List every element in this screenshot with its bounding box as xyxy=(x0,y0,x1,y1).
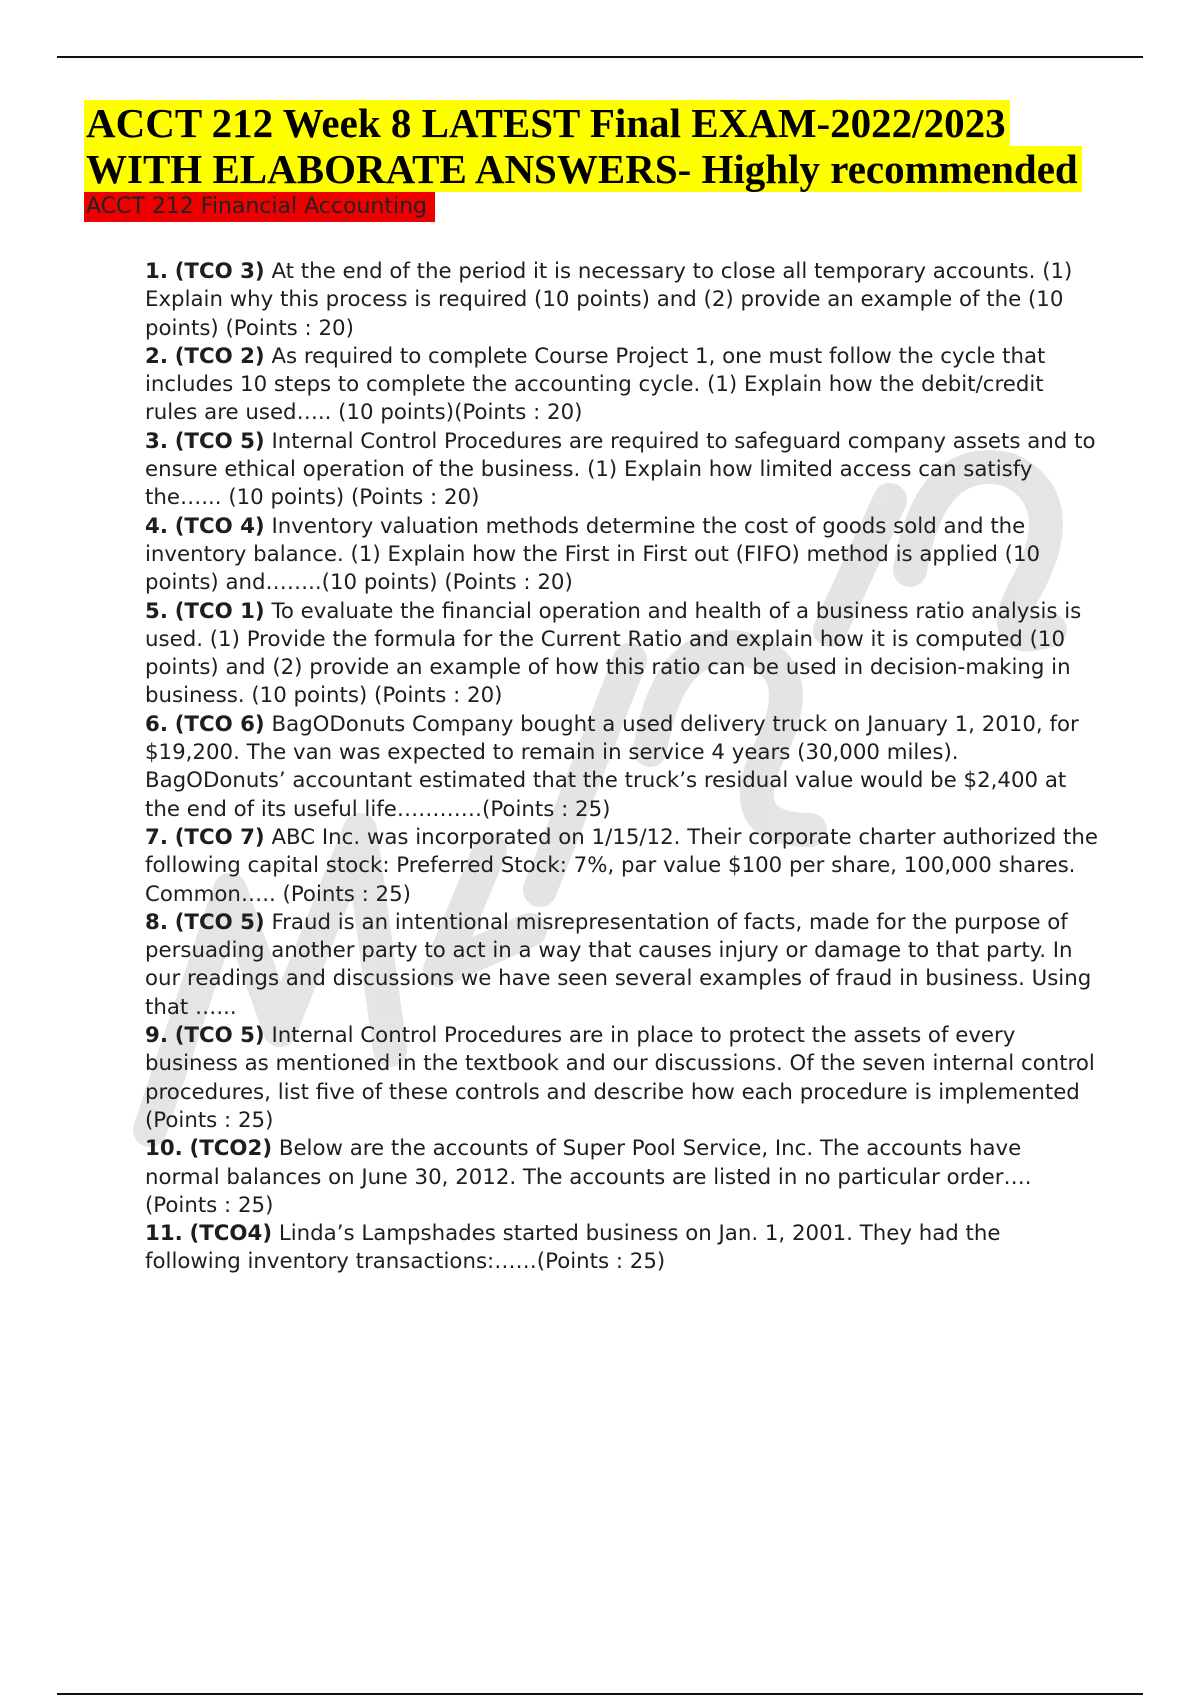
question-list xyxy=(145,258,1100,1277)
bottom-rule xyxy=(57,1693,1143,1695)
question-item xyxy=(145,598,1100,711)
question-item xyxy=(145,824,1100,909)
question-tco: (TCO 6) xyxy=(174,711,265,737)
question-number: 9. xyxy=(145,1023,168,1049)
question-item xyxy=(145,1135,1100,1220)
document-title-line-1: ACCT 212 Week 8 LATEST Final EXAM-2022/2023 xyxy=(84,100,1144,146)
question-number: 4. xyxy=(145,513,168,539)
question-text: Internal Control Procedures are in place to protect the assets of every business as mentioned in the textbook and our discussions. Of the seven internal control procedures, list five of these controls and describe how each procedure is implemented (Points : 25) xyxy=(145,1023,1095,1133)
question-item xyxy=(145,258,1100,343)
question-text: Below are the accounts of Super Pool Service, Inc. The accounts have normal balances on June 30, 2012. The accounts are listed in no particular order…. (Points : 25) xyxy=(145,1136,1032,1218)
question-tco: (TCO 1) xyxy=(174,598,265,624)
question-tco: (TCO2) xyxy=(189,1136,273,1162)
question-number: 8. xyxy=(145,909,168,935)
question-number: 2. xyxy=(145,343,168,369)
question-number: 6. xyxy=(145,711,168,737)
question-tco: (TCO 5) xyxy=(174,428,265,454)
question-text: Inventory valuation methods determine the cost of goods sold and the inventory balance. (1) Explain how the First in First out (FIFO) method is applied (10 points) and……..(10 points) (Points : 20) xyxy=(145,513,1041,596)
question-tco: (TCO 3) xyxy=(174,259,265,284)
title-block xyxy=(84,100,1144,222)
question-item xyxy=(145,1022,1100,1135)
question-item xyxy=(145,909,1100,1022)
question-number: 5. xyxy=(145,598,168,624)
question-number: 7. xyxy=(145,824,168,850)
question-text: At the end of the period it is necessary to close all temporary accounts. (1) Explain why this process is required (10 points) and (2) provide an example of the (10 points) (Points : 20) xyxy=(145,259,1073,341)
question-item xyxy=(145,428,1100,513)
document-subtitle: ACCT 212 Financial Accounting xyxy=(84,192,435,222)
question-number: 11. xyxy=(145,1221,183,1247)
question-item xyxy=(145,1220,1100,1277)
question-tco: (TCO 5) xyxy=(174,909,265,935)
question-item xyxy=(145,711,1100,824)
question-number: 10. xyxy=(145,1136,183,1162)
question-tco: (TCO4) xyxy=(189,1221,273,1247)
question-tco: (TCO 4) xyxy=(174,513,265,539)
question-item xyxy=(145,343,1100,428)
question-item xyxy=(145,513,1100,598)
question-tco: (TCO 5) xyxy=(174,1023,265,1049)
question-tco: (TCO 2) xyxy=(174,343,265,369)
question-text: ABC Inc. was incorporated on 1/15/12. Their corporate charter authorized the following capital stock: Preferred Stock: 7%, par value $100 per share, 100,000 shares. Common….. (Points : 25) xyxy=(145,824,1098,907)
question-text: Linda’s Lampshades started business on Jan. 1, 2001. They had the following inventory transactions:……(Points : 25) xyxy=(145,1221,1001,1275)
question-text: Internal Control Procedures are required to safeguard company assets and to ensure ethical operation of the business. (1) Explain how limited access can satisfy the…... (10 points) (Points : 20) xyxy=(145,428,1096,511)
top-rule xyxy=(57,56,1143,58)
question-text: Fraud is an intentional misrepresentation of facts, made for the purpose of persuading another party to act in a way that causes injury or damage to that party. In our readings and discussions we have seen several examples of fraud in business. Using that …... xyxy=(145,909,1092,1020)
question-text: As required to complete Course Project 1, one must follow the cycle that includes 10 steps to complete the accounting cycle. (1) Explain how the debit/credit rules are used….. (10 points)(Points : 20) xyxy=(145,343,1046,426)
question-text: To evaluate the financial operation and health of a business ratio analysis is used. (1) Provide the formula for the Current Ratio and explain how it is computed (10 points) and (2) provide an example of how this ratio can be used in decision-making in business. (10 points) (Points : 20) xyxy=(145,598,1082,709)
question-text: BagODonuts Company bought a used delivery truck on January 1, 2010, for $19,200. The van was expected to remain in service 4 years (30,000 miles). BagODonuts’ accountant estimated that the truck’s residual value would be $2,400 at the end of its useful life…………(Points : 25) xyxy=(145,711,1079,822)
document-title-line-2: WITH ELABORATE ANSWERS- Highly recommended xyxy=(84,146,1144,192)
question-number: 1. xyxy=(145,259,168,284)
question-number: 3. xyxy=(145,428,168,454)
question-tco: (TCO 7) xyxy=(174,824,265,850)
